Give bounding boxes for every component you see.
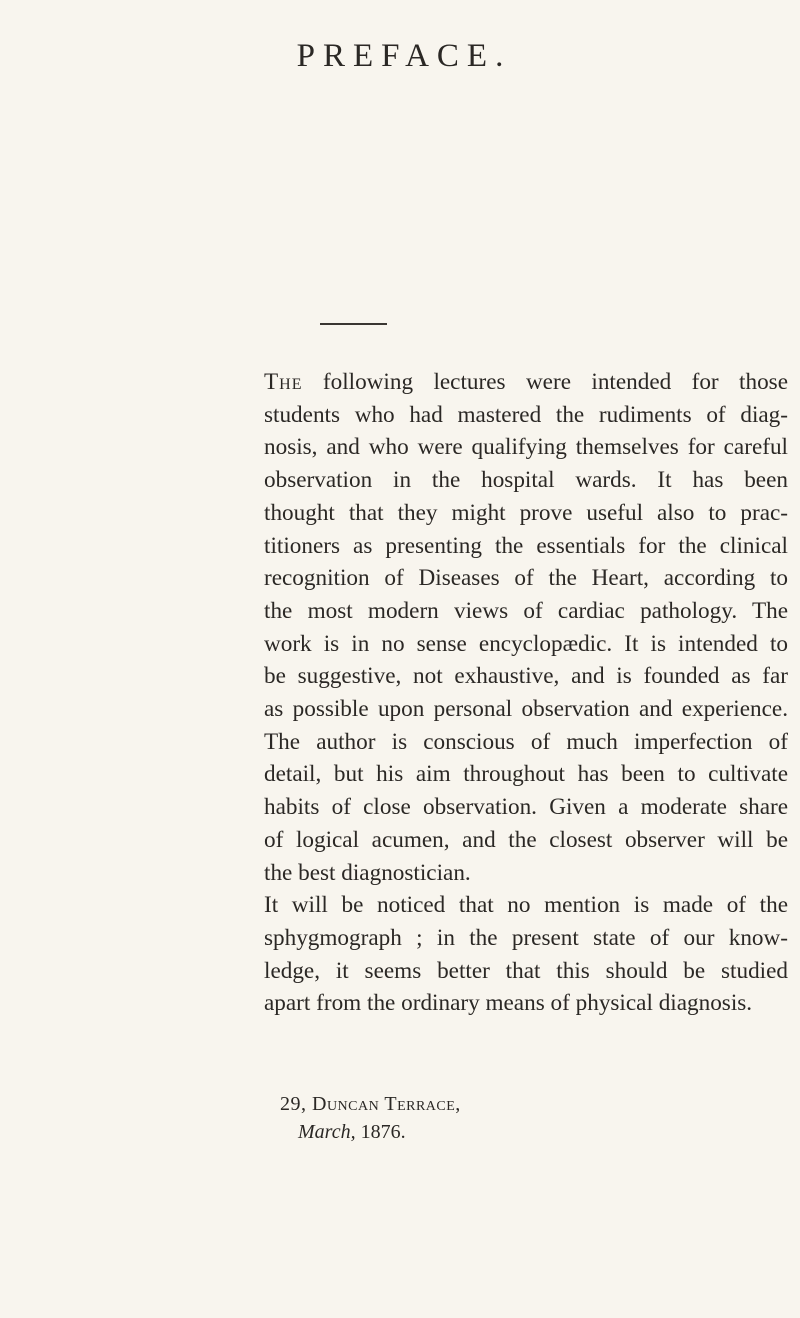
body-line: the best diagnostician. xyxy=(264,859,471,886)
body-line: ledge, it seems better that this should be studied xyxy=(264,957,788,984)
body-line: recognition of Diseases of the Heart, according to xyxy=(264,565,788,592)
signature-month: March, xyxy=(298,1121,356,1143)
body-line: It will be noticed that no mention is made of the xyxy=(264,892,788,919)
body-line: detail, but his aim throughout has been to cultivate xyxy=(264,761,788,788)
body-line: apart from the ordinary means of physical diagnosis. xyxy=(264,990,753,1017)
lead-word: The xyxy=(264,369,303,395)
body-line: students who had mastered the rudiments of diag- xyxy=(264,401,788,428)
body-line: sphygmograph ; in the present state of our know- xyxy=(264,924,788,951)
body-line: the most modern views of cardiac pathology. The xyxy=(264,597,788,624)
body-line: work is in no sense encyclopædic. It is intended to xyxy=(264,630,788,657)
signature-date xyxy=(280,1118,461,1146)
body-line: habits of close observation. Given a moderate share xyxy=(264,794,788,821)
body-line: titioners as presenting the essentials for the clinical xyxy=(264,532,788,559)
body-line: thought that they might prove useful also to prac- xyxy=(264,499,788,526)
body-line: observation in the hospital wards. It has been xyxy=(264,467,788,494)
body-line: The following lectures were intended for those xyxy=(264,369,788,395)
body-line: The author is conscious of much imperfection of xyxy=(264,728,788,755)
preface-body xyxy=(264,366,788,1020)
body-line: be suggestive, not exhaustive, and is founded as far xyxy=(264,663,788,690)
body-line: as possible upon personal observation and experience. xyxy=(264,696,788,723)
body-line: nosis, and who were qualifying themselves for careful xyxy=(264,434,788,461)
signature-year: 1876. xyxy=(360,1121,406,1143)
title-divider xyxy=(320,323,387,325)
signature-block xyxy=(280,1090,461,1146)
page-title: PREFACE. xyxy=(296,38,512,74)
body-line: of logical acumen, and the closest observer will be xyxy=(264,826,788,853)
signature-address: 29, Duncan Terrace, xyxy=(280,1093,461,1115)
